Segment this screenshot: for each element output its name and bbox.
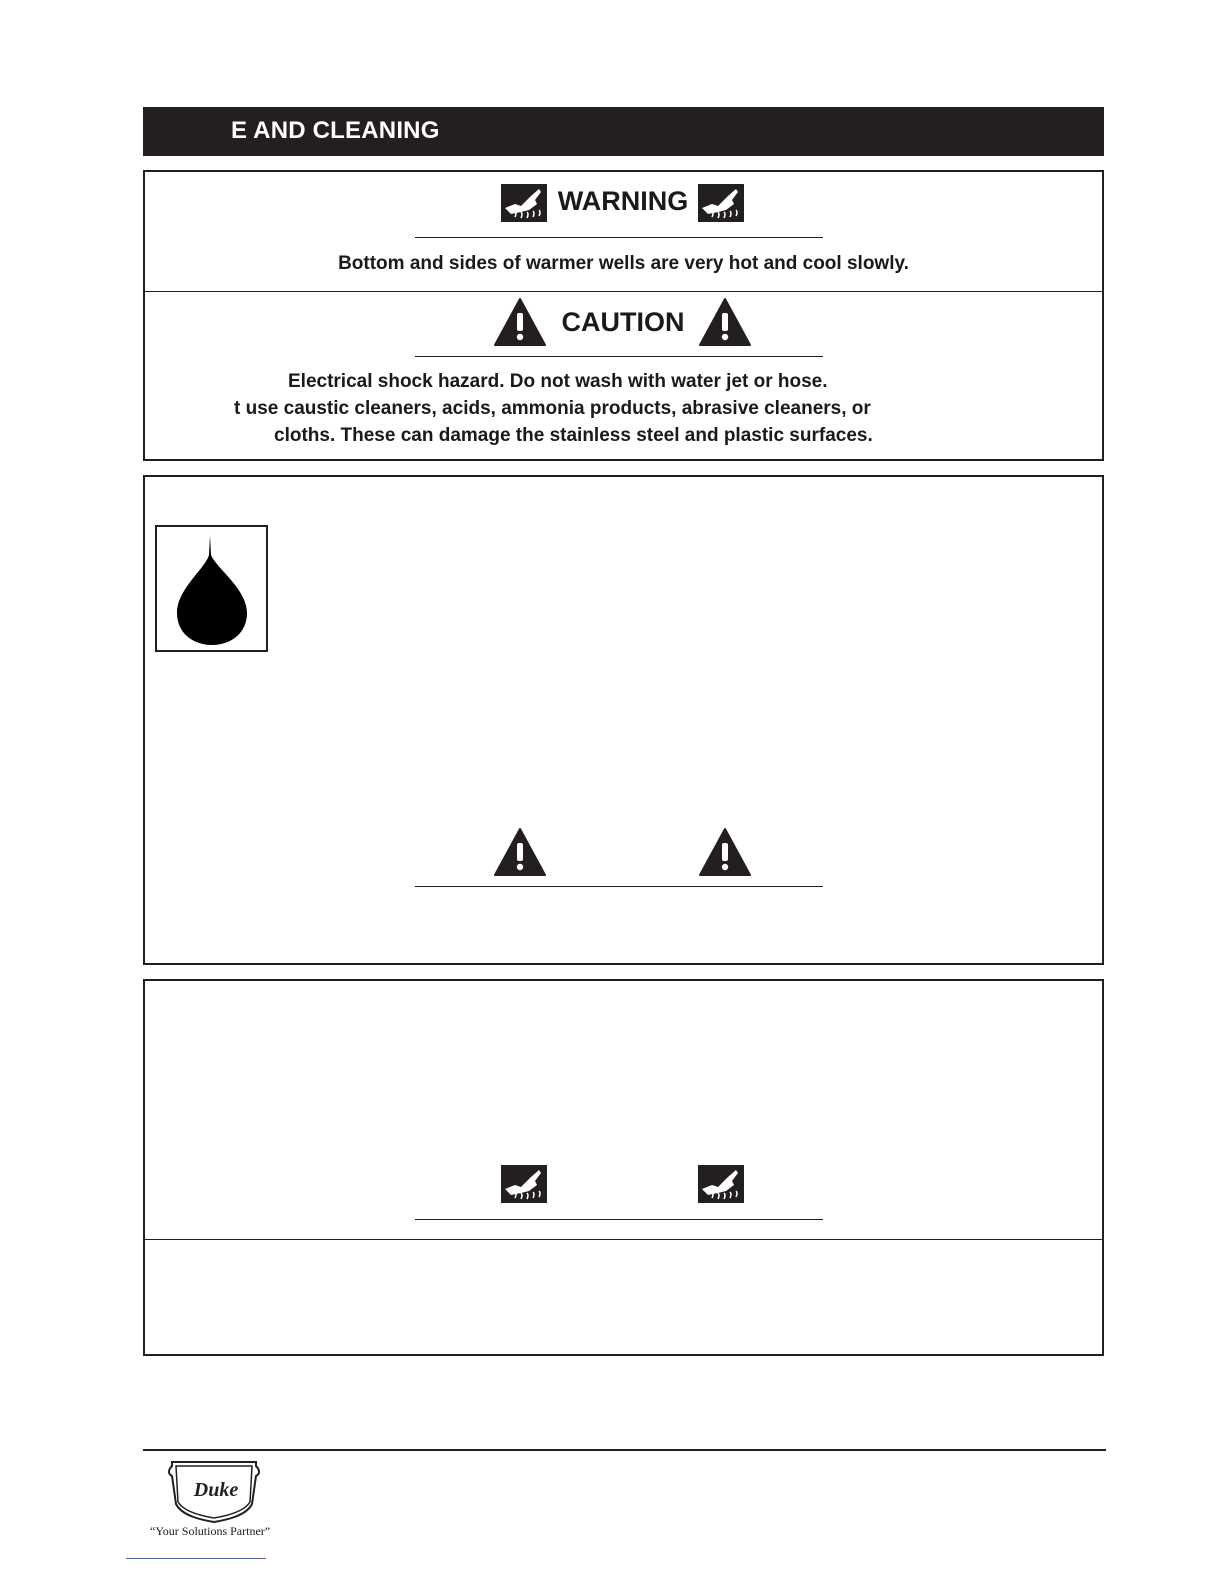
caution-triangle-icon	[493, 297, 547, 347]
caution-signal-word: CAUTION	[561, 307, 685, 337]
caution-line: Electrical shock hazard. Do not wash with water jet or hose.	[288, 371, 828, 392]
logo-wordmark: Duke	[193, 1479, 239, 1501]
warning-divider	[415, 1219, 823, 1220]
hot-surface-icon	[698, 184, 744, 222]
section-separator	[143, 1239, 1104, 1240]
hot-surface-icon	[698, 1165, 744, 1203]
section-title: E AND CLEANING	[231, 117, 440, 144]
hot-surface-icon	[501, 184, 547, 222]
warning-divider	[415, 237, 823, 238]
caution-divider	[415, 356, 823, 357]
section-header-bar	[143, 107, 1104, 156]
logo-tagline: “Your Solutions Partner”	[150, 1524, 271, 1538]
drop-icon-frame	[155, 525, 268, 652]
caution-line: cloths. These can damage the stainless steel and plastic surfaces.	[274, 425, 873, 446]
caution-triangle-icon	[698, 827, 752, 877]
caution-divider	[415, 886, 823, 887]
hot-surface-icon	[501, 1165, 547, 1203]
caution-triangle-icon	[493, 827, 547, 877]
warning-message: Bottom and sides of warmer wells are very hot and cool slowly.	[338, 253, 909, 274]
water-drop-icon	[157, 527, 266, 650]
section-separator	[143, 291, 1104, 292]
footer-rule	[143, 1449, 1106, 1451]
warmer-notice-box	[143, 979, 1104, 1356]
caution-triangle-icon	[698, 297, 752, 347]
cleaning-procedure-box	[143, 475, 1104, 965]
link-underline	[126, 1558, 266, 1559]
caution-line: t use caustic cleaners, acids, ammonia products, abrasive cleaners, or	[234, 398, 871, 419]
warning-signal-word: WARNING	[557, 186, 689, 216]
duke-logo	[166, 1454, 262, 1524]
